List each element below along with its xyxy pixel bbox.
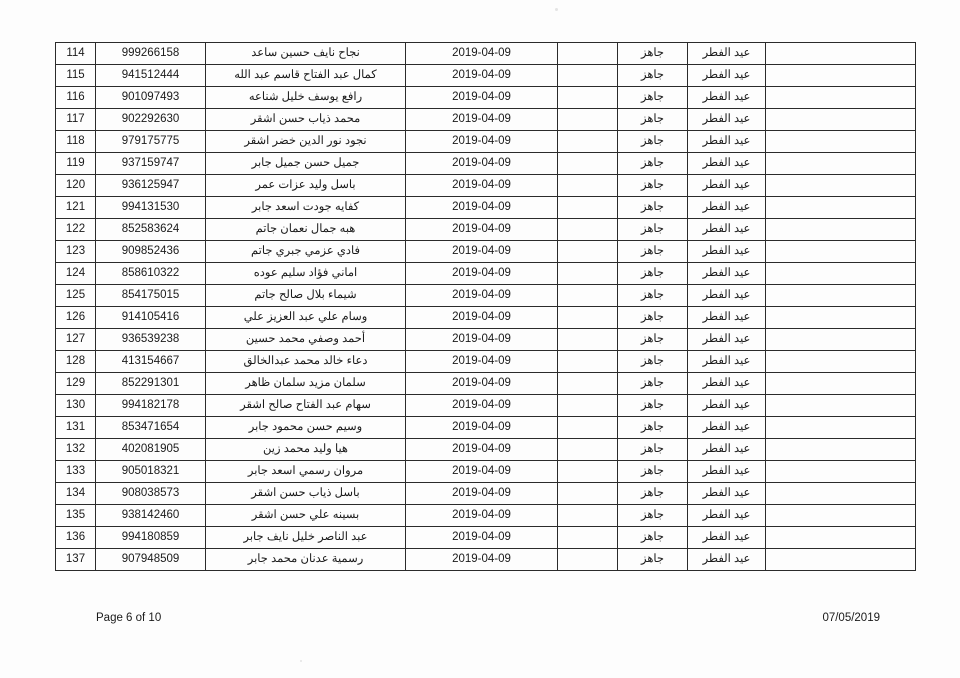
row-blank-cell <box>558 505 618 527</box>
row-empty-cell <box>766 483 916 505</box>
row-index: 119 <box>56 153 96 175</box>
row-occasion: عيد الفطر <box>688 329 766 351</box>
row-occasion: عيد الفطر <box>688 65 766 87</box>
row-blank-cell <box>558 175 618 197</box>
row-occasion: عيد الفطر <box>688 285 766 307</box>
row-empty-cell <box>766 87 916 109</box>
records-table-container <box>56 42 916 571</box>
document-date: 07/05/2019 <box>822 612 880 624</box>
row-date: 2019-04-09 <box>406 109 558 131</box>
row-occasion: عيد الفطر <box>688 395 766 417</box>
row-name: نجود نور الدين خضر اشقر <box>206 131 406 153</box>
table-row <box>56 307 916 329</box>
row-date: 2019-04-09 <box>406 263 558 285</box>
row-index: 117 <box>56 109 96 131</box>
row-national-id: 902292630 <box>96 109 206 131</box>
row-name: رافع يوسف خليل شناعه <box>206 87 406 109</box>
row-date: 2019-04-09 <box>406 373 558 395</box>
row-blank-cell <box>558 417 618 439</box>
row-blank-cell <box>558 43 618 65</box>
row-status: جاهز <box>618 329 688 351</box>
row-index: 135 <box>56 505 96 527</box>
row-status: جاهز <box>618 219 688 241</box>
row-status: جاهز <box>618 549 688 571</box>
row-date: 2019-04-09 <box>406 395 558 417</box>
row-national-id: 852291301 <box>96 373 206 395</box>
row-date: 2019-04-09 <box>406 549 558 571</box>
row-empty-cell <box>766 219 916 241</box>
row-status: جاهز <box>618 153 688 175</box>
row-status: جاهز <box>618 285 688 307</box>
row-name: اماني فؤاد سليم عوده <box>206 263 406 285</box>
row-occasion: عيد الفطر <box>688 483 766 505</box>
row-blank-cell <box>558 109 618 131</box>
table-row <box>56 417 916 439</box>
row-index: 120 <box>56 175 96 197</box>
table-row <box>56 197 916 219</box>
row-date: 2019-04-09 <box>406 153 558 175</box>
row-empty-cell <box>766 527 916 549</box>
row-status: جاهز <box>618 505 688 527</box>
row-empty-cell <box>766 351 916 373</box>
row-occasion: عيد الفطر <box>688 109 766 131</box>
row-date: 2019-04-09 <box>406 131 558 153</box>
row-date: 2019-04-09 <box>406 461 558 483</box>
row-index: 118 <box>56 131 96 153</box>
row-national-id: 413154667 <box>96 351 206 373</box>
table-row <box>56 131 916 153</box>
row-empty-cell <box>766 461 916 483</box>
row-national-id: 941512444 <box>96 65 206 87</box>
row-name: فادي عزمي جبري جاتم <box>206 241 406 263</box>
row-occasion: عيد الفطر <box>688 373 766 395</box>
row-national-id: 994182178 <box>96 395 206 417</box>
row-blank-cell <box>558 65 618 87</box>
row-blank-cell <box>558 263 618 285</box>
row-occasion: عيد الفطر <box>688 549 766 571</box>
row-blank-cell <box>558 461 618 483</box>
row-index: 116 <box>56 87 96 109</box>
row-blank-cell <box>558 131 618 153</box>
row-index: 121 <box>56 197 96 219</box>
table-row <box>56 329 916 351</box>
row-date: 2019-04-09 <box>406 417 558 439</box>
table-row <box>56 43 916 65</box>
row-status: جاهز <box>618 109 688 131</box>
row-status: جاهز <box>618 373 688 395</box>
row-national-id: 994180859 <box>96 527 206 549</box>
row-national-id: 854175015 <box>96 285 206 307</box>
row-empty-cell <box>766 131 916 153</box>
table-row <box>56 285 916 307</box>
table-row <box>56 549 916 571</box>
row-national-id: 994131530 <box>96 197 206 219</box>
row-date: 2019-04-09 <box>406 483 558 505</box>
row-name: وسام علي عبد العزيز علي <box>206 307 406 329</box>
row-name: محمد ذياب حسن اشقر <box>206 109 406 131</box>
row-date: 2019-04-09 <box>406 219 558 241</box>
row-national-id: 999266158 <box>96 43 206 65</box>
row-status: جاهز <box>618 351 688 373</box>
row-status: جاهز <box>618 175 688 197</box>
row-status: جاهز <box>618 395 688 417</box>
row-occasion: عيد الفطر <box>688 461 766 483</box>
row-index: 133 <box>56 461 96 483</box>
row-national-id: 938142460 <box>96 505 206 527</box>
table-row <box>56 153 916 175</box>
row-status: جاهز <box>618 439 688 461</box>
row-index: 136 <box>56 527 96 549</box>
row-name: بسينه علي حسن اشقر <box>206 505 406 527</box>
row-index: 130 <box>56 395 96 417</box>
row-index: 126 <box>56 307 96 329</box>
scan-speck <box>555 8 558 11</box>
row-national-id: 858610322 <box>96 263 206 285</box>
row-occasion: عيد الفطر <box>688 87 766 109</box>
row-date: 2019-04-09 <box>406 65 558 87</box>
row-occasion: عيد الفطر <box>688 439 766 461</box>
row-national-id: 936539238 <box>96 329 206 351</box>
row-empty-cell <box>766 417 916 439</box>
row-blank-cell <box>558 219 618 241</box>
row-empty-cell <box>766 65 916 87</box>
row-date: 2019-04-09 <box>406 285 558 307</box>
row-empty-cell <box>766 175 916 197</box>
row-name: كفايه جودت اسعد جابر <box>206 197 406 219</box>
row-blank-cell <box>558 153 618 175</box>
row-empty-cell <box>766 505 916 527</box>
row-name: وسيم حسن محمود جابر <box>206 417 406 439</box>
row-name: جميل حسن جميل جابر <box>206 153 406 175</box>
row-blank-cell <box>558 351 618 373</box>
row-blank-cell <box>558 395 618 417</box>
table-row <box>56 373 916 395</box>
row-national-id: 908038573 <box>96 483 206 505</box>
row-index: 125 <box>56 285 96 307</box>
row-blank-cell <box>558 197 618 219</box>
scan-speck <box>300 660 302 662</box>
row-national-id: 979175775 <box>96 131 206 153</box>
row-national-id: 402081905 <box>96 439 206 461</box>
row-index: 122 <box>56 219 96 241</box>
row-index: 131 <box>56 417 96 439</box>
row-blank-cell <box>558 439 618 461</box>
row-name: هبه جمال نعمان جاتم <box>206 219 406 241</box>
table-row <box>56 109 916 131</box>
row-occasion: عيد الفطر <box>688 527 766 549</box>
row-empty-cell <box>766 549 916 571</box>
row-blank-cell <box>558 241 618 263</box>
page-number-label: Page 6 of 10 <box>96 612 162 624</box>
row-occasion: عيد الفطر <box>688 241 766 263</box>
records-table-body <box>56 43 916 571</box>
row-status: جاهز <box>618 417 688 439</box>
row-empty-cell <box>766 307 916 329</box>
row-name: عبد الناصر خليل نايف جابر <box>206 527 406 549</box>
row-index: 137 <box>56 549 96 571</box>
row-name: شيماء بلال صالح جاتم <box>206 285 406 307</box>
row-occasion: عيد الفطر <box>688 175 766 197</box>
table-row <box>56 65 916 87</box>
row-date: 2019-04-09 <box>406 329 558 351</box>
row-status: جاهز <box>618 527 688 549</box>
table-row <box>56 483 916 505</box>
row-date: 2019-04-09 <box>406 87 558 109</box>
row-national-id: 852583624 <box>96 219 206 241</box>
row-date: 2019-04-09 <box>406 439 558 461</box>
row-date: 2019-04-09 <box>406 527 558 549</box>
row-status: جاهز <box>618 263 688 285</box>
row-index: 115 <box>56 65 96 87</box>
row-blank-cell <box>558 307 618 329</box>
row-blank-cell <box>558 285 618 307</box>
row-date: 2019-04-09 <box>406 175 558 197</box>
row-occasion: عيد الفطر <box>688 505 766 527</box>
row-index: 124 <box>56 263 96 285</box>
table-row <box>56 351 916 373</box>
records-table <box>55 42 916 571</box>
row-name: مروان رسمي اسعد جابر <box>206 461 406 483</box>
table-row <box>56 461 916 483</box>
row-empty-cell <box>766 197 916 219</box>
row-empty-cell <box>766 109 916 131</box>
table-row <box>56 87 916 109</box>
row-blank-cell <box>558 329 618 351</box>
row-status: جاهز <box>618 197 688 219</box>
table-row <box>56 263 916 285</box>
row-name: سهام عبد الفتاح صالح اشقر <box>206 395 406 417</box>
row-status: جاهز <box>618 307 688 329</box>
row-status: جاهز <box>618 483 688 505</box>
row-status: جاهز <box>618 241 688 263</box>
row-name: باسل ذياب حسن اشقر <box>206 483 406 505</box>
row-status: جاهز <box>618 461 688 483</box>
row-national-id: 901097493 <box>96 87 206 109</box>
row-empty-cell <box>766 263 916 285</box>
table-row <box>56 175 916 197</box>
row-name: كمال عبد الفتاح قاسم عبد الله <box>206 65 406 87</box>
row-national-id: 914105416 <box>96 307 206 329</box>
row-status: جاهز <box>618 87 688 109</box>
row-name: رسمية عدنان محمد جابر <box>206 549 406 571</box>
row-name: سلمان مزيد سلمان ظاهر <box>206 373 406 395</box>
row-empty-cell <box>766 43 916 65</box>
row-occasion: عيد الفطر <box>688 307 766 329</box>
table-row <box>56 505 916 527</box>
row-national-id: 936125947 <box>96 175 206 197</box>
row-status: جاهز <box>618 43 688 65</box>
table-row <box>56 241 916 263</box>
row-blank-cell <box>558 483 618 505</box>
row-date: 2019-04-09 <box>406 43 558 65</box>
row-date: 2019-04-09 <box>406 241 558 263</box>
row-name: نجاح نايف حسين ساعد <box>206 43 406 65</box>
page-footer <box>56 612 904 632</box>
row-occasion: عيد الفطر <box>688 131 766 153</box>
row-name: دعاء خالد محمد عبدالخالق <box>206 351 406 373</box>
row-date: 2019-04-09 <box>406 505 558 527</box>
row-index: 132 <box>56 439 96 461</box>
row-national-id: 937159747 <box>96 153 206 175</box>
row-name: هيا وليد محمد زين <box>206 439 406 461</box>
row-empty-cell <box>766 395 916 417</box>
row-national-id: 853471654 <box>96 417 206 439</box>
row-national-id: 905018321 <box>96 461 206 483</box>
row-status: جاهز <box>618 65 688 87</box>
row-index: 114 <box>56 43 96 65</box>
row-empty-cell <box>766 285 916 307</box>
row-status: جاهز <box>618 131 688 153</box>
row-blank-cell <box>558 87 618 109</box>
row-occasion: عيد الفطر <box>688 197 766 219</box>
row-index: 128 <box>56 351 96 373</box>
row-occasion: عيد الفطر <box>688 219 766 241</box>
row-blank-cell <box>558 549 618 571</box>
row-blank-cell <box>558 527 618 549</box>
row-name: أحمد وصفي محمد حسين <box>206 329 406 351</box>
row-occasion: عيد الفطر <box>688 351 766 373</box>
row-national-id: 907948509 <box>96 549 206 571</box>
row-date: 2019-04-09 <box>406 351 558 373</box>
row-blank-cell <box>558 373 618 395</box>
row-date: 2019-04-09 <box>406 197 558 219</box>
row-index: 129 <box>56 373 96 395</box>
row-empty-cell <box>766 153 916 175</box>
row-occasion: عيد الفطر <box>688 417 766 439</box>
table-row <box>56 439 916 461</box>
row-index: 127 <box>56 329 96 351</box>
row-national-id: 909852436 <box>96 241 206 263</box>
row-occasion: عيد الفطر <box>688 263 766 285</box>
row-index: 123 <box>56 241 96 263</box>
row-empty-cell <box>766 439 916 461</box>
table-row <box>56 395 916 417</box>
row-occasion: عيد الفطر <box>688 43 766 65</box>
row-date: 2019-04-09 <box>406 307 558 329</box>
table-row <box>56 527 916 549</box>
row-name: باسل وليد عزات عمر <box>206 175 406 197</box>
table-row <box>56 219 916 241</box>
row-index: 134 <box>56 483 96 505</box>
row-empty-cell <box>766 373 916 395</box>
row-occasion: عيد الفطر <box>688 153 766 175</box>
row-empty-cell <box>766 241 916 263</box>
row-empty-cell <box>766 329 916 351</box>
